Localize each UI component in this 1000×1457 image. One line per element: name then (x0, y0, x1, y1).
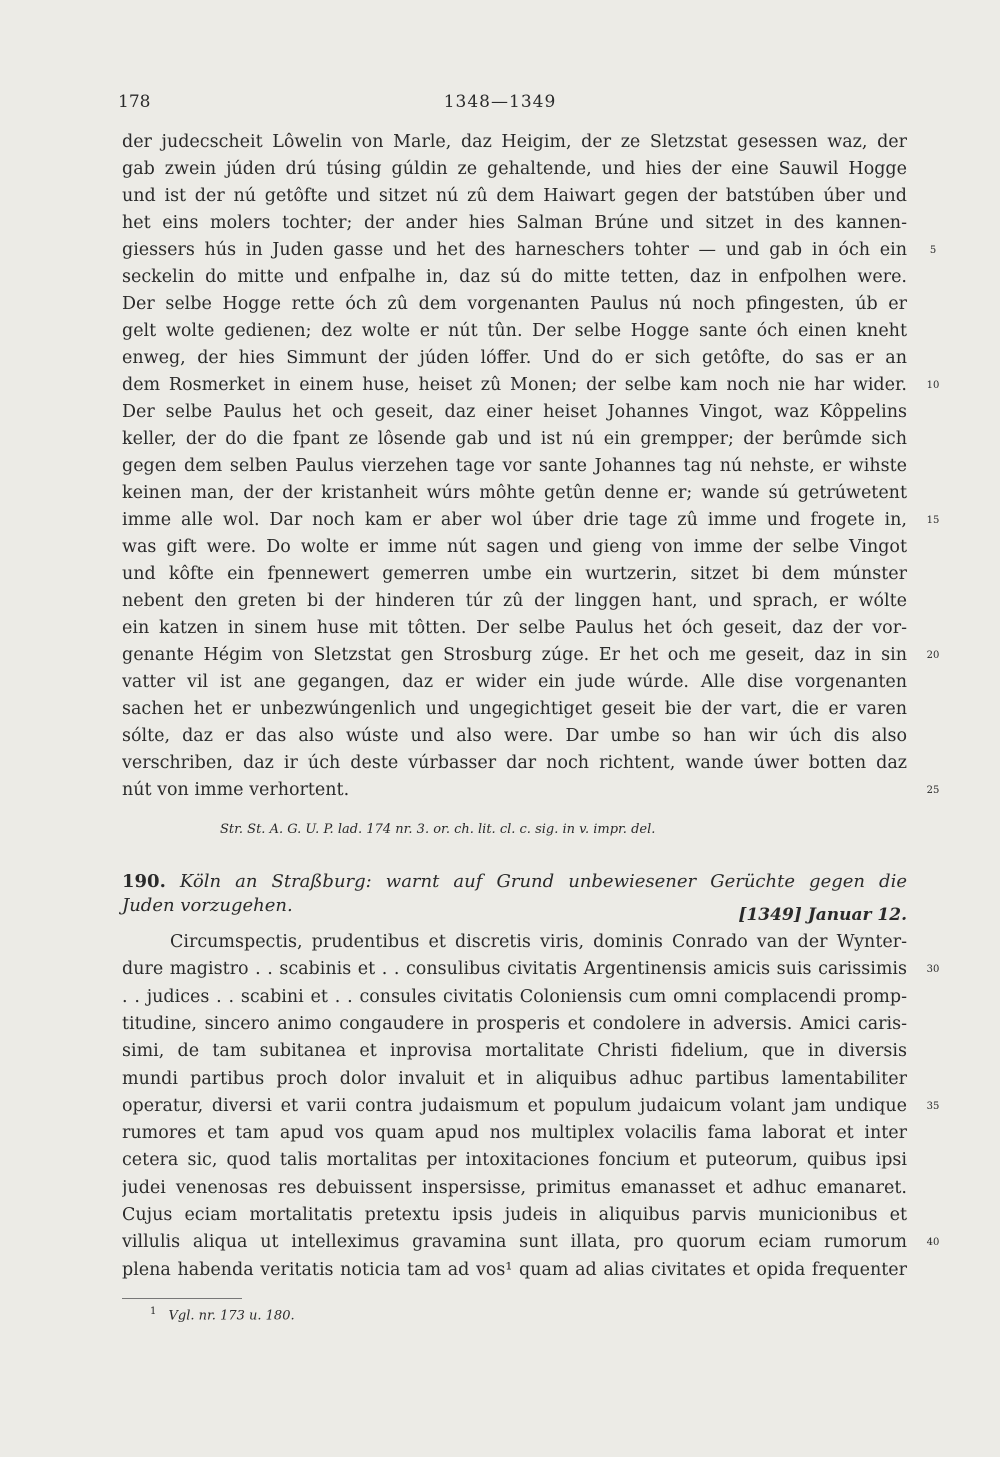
text-line: genante Hégim von Sletzstat gen Strosburg zúge. Er het och me geseit, daz in sin (122, 645, 907, 665)
document-heading-line2: Juden vorzugehen. (122, 895, 293, 916)
document-date: [1349] Januar 12. (738, 905, 907, 925)
text-line: operatur, diversi et varii contra judaismum et populum judaicum volant jam undique (122, 1095, 907, 1116)
text-line: simi, de tam subitanea et inprovisa mortalitate Christi fidelium, que in diversis (122, 1041, 907, 1062)
text-line: der judecscheit Lôwelin von Marle, daz Heigim, der ze Sletzstat gesessen waz, der (122, 132, 907, 152)
text-line: was gift were. Do wolte er imme nút sagen und gieng von imme der selbe Vingot (122, 537, 907, 557)
text-line: gelt wolte gedienen; dez wolte er nút tûn. Der selbe Hogge sante óch einen kneht (122, 321, 907, 341)
line-number: 35 (926, 1100, 940, 1112)
running-title: 1348—1349 (443, 92, 557, 112)
text-line: gegen dem selben Paulus vierzehen tage vor sante Johannes tag nú nehste, er wihste (122, 456, 907, 476)
text-line: ein katzen in sinem huse mit tôtten. Der selbe Paulus het óch geseit, daz der vor- (122, 618, 907, 638)
text-line: und ist der nú getôfte und sitzet nú zû dem Haiwart gegen der batstúben úber und (122, 186, 907, 206)
document-number: 190. (122, 871, 166, 892)
line-number: 25 (926, 785, 940, 796)
text-line: villulis aliqua ut intelleximus gravamina sunt illata, pro quorum eciam rumorum (122, 1232, 907, 1253)
text-line: keinen man, der der kristanheit wúrs môhte getûn denne er; wande sú getrúwetent (122, 483, 907, 503)
text-line: giessers hús in Juden gasse und het des harneschers tohter — und gab in óch ein (122, 240, 907, 260)
text-line: . . judices . . scabini et . . consules civitatis Coloniensis cum omni complacendi promp- (122, 986, 907, 1007)
text-line: dure magistro . . scabinis et . . consulibus civitatis Argentinensis amicis suis carissimis (122, 959, 907, 980)
text-line: und kôfte ein fpennewert gemerren umbe ein wurtzerin, sitzet bi dem múnster (122, 564, 907, 584)
text-line: judei venenosas res debuissent inspersisse, primitus emanasset et adhuc emanaret. (122, 1177, 907, 1198)
text-line: seckelin do mitte und enfpalhe in, daz sú do mitte tetten, daz in enfpolhen were. (122, 267, 907, 287)
text-line: rumores et tam apud vos quam apud nos multiplex volacilis fama laborat et inter (122, 1123, 907, 1144)
text-line: verschriben, daz ir úch deste vúrbasser dar noch richtent, wande úwer botten daz (122, 753, 907, 773)
footnote-mark: 1 (150, 1306, 157, 1317)
text-line: Der selbe Hogge rette óch zû dem vorgenanten Paulus nú noch pfingesten, úb er (122, 294, 907, 314)
line-number: 40 (926, 1237, 940, 1249)
line-number: 10 (926, 380, 940, 391)
document-heading-line1: Köln an Straßburg: warnt auf Grund unbewiesener Gerüchte gegen die (179, 871, 907, 892)
text-line: nebent den greten bi der hinderen túr zû der linggen hant, und sprach, er wólte (122, 591, 907, 611)
text-line: cetera sic, quod talis mortalitas per intoxitaciones foncium et puteorum, quibus ipsi (122, 1150, 907, 1171)
text-line: gab zwein júden drú túsing gúldin ze gehaltende, und hies der eine Sauwil Hogge (122, 159, 907, 179)
text-line: het eins molers tochter; der ander hies Salman Brúne und sitzet in des kannen- (122, 213, 907, 233)
source-note: Str. St. A. G. U. P. lad. 174 nr. 3. or. ch. lit. cl. c. sig. in v. impr. del. (220, 822, 656, 837)
text-line: nút von imme verhortent. (122, 780, 350, 800)
footnote-rule (122, 1298, 242, 1299)
text-line: enweg, der hies Simmunt der júden lóffer. Und do er sich getôfte, do sas er an (122, 348, 907, 368)
text-line: Cujus eciam mortalitatis pretextu ipsis judeis in aliquibus parvis municionibus et (122, 1205, 907, 1225)
line-number: 5 (929, 245, 937, 256)
line-number: 15 (926, 515, 940, 526)
text-line: sachen het er unbezwúngenlich und ungegichtiget geseit bie der vart, die er varen (122, 699, 907, 719)
text-line: Circumspectis, prudentibus et discretis viris, dominis Conrado van der Wynter- (170, 932, 907, 952)
text-line: sólte, daz er das also wúste und also were. Dar umbe so han wir úch dis also (122, 726, 907, 746)
text-line: dem Rosmerket in einem huse, heiset zû Monen; der selbe kam noch nie har wider. (122, 375, 907, 395)
text-line: imme alle wol. Dar noch kam er aber wol úber drie tage zû imme und frogete in, (122, 510, 907, 530)
footnote-text: Vgl. nr. 173 u. 180. (168, 1308, 295, 1324)
text-line: mundi partibus proch dolor invaluit et in aliquibus adhuc partibus lamentabiliter (122, 1068, 907, 1089)
page-number: 178 (118, 92, 151, 112)
text-line: titudine, sincero animo congaudere in prosperis et condolere in adversis. Amici caris- (122, 1013, 907, 1034)
text-line: Der selbe Paulus het och geseit, daz einer heiset Johannes Vingot, waz Kôppelins (122, 402, 907, 422)
document-heading (122, 870, 907, 896)
line-number: 20 (926, 650, 940, 661)
text-line: vatter vil ist ane gegangen, daz er wider ein jude wúrde. Alle dise vorgenanten (122, 672, 907, 692)
text-line: plena habenda veritatis noticia tam ad vos¹ quam ad alias civitates et opida frequenter (122, 1259, 907, 1280)
text-line: keller, der do die fpant ze lôsende gab und ist nú ein grempper; der berûmde sich (122, 429, 907, 449)
line-number: 30 (926, 964, 940, 976)
footnote (150, 1306, 295, 1323)
